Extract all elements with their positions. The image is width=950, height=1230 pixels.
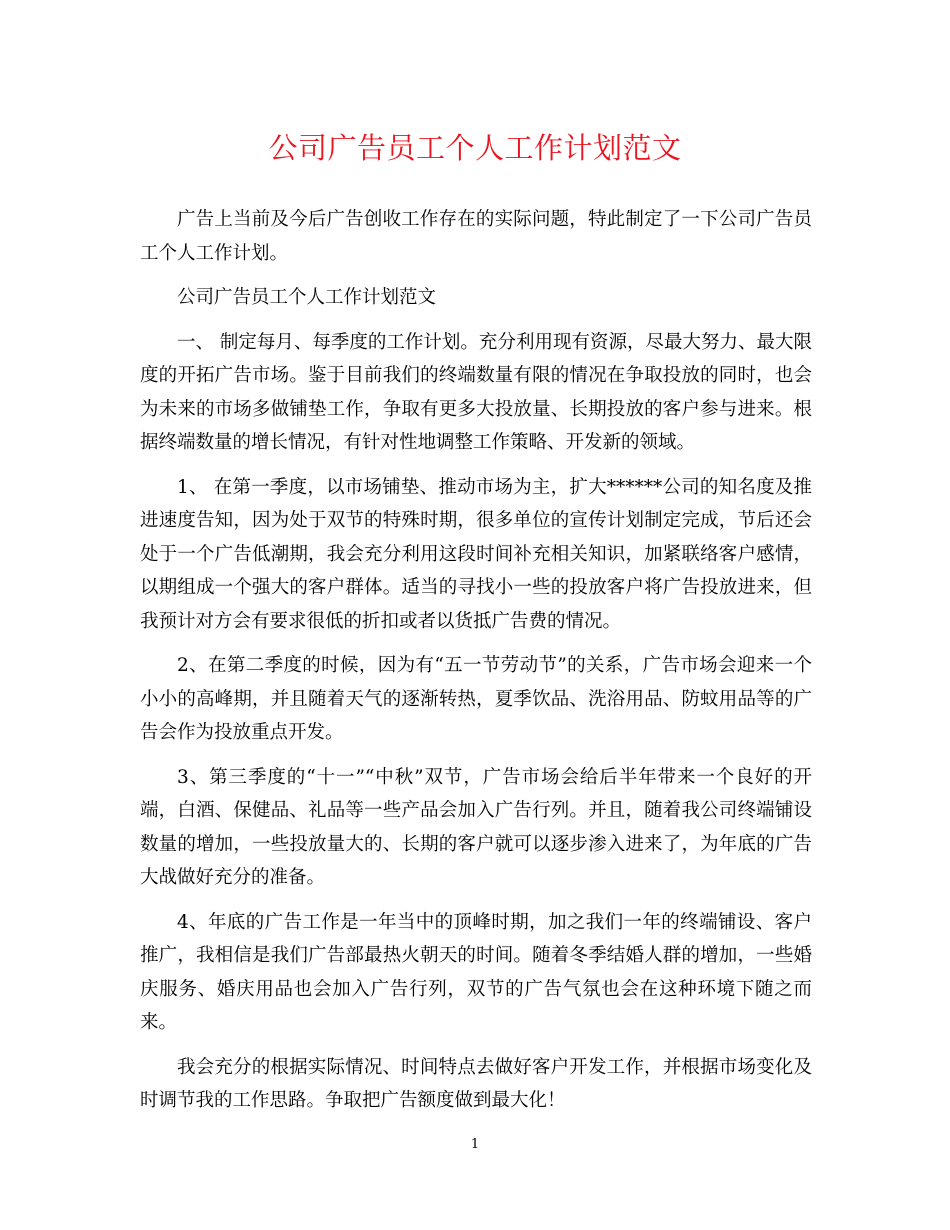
paragraph-conclusion: 我会充分的根据实际情况、时间特点去做好客户开发工作，并根据市场变化及时调节我的工作思路。争取把广告额度做到最大化！ <box>140 1056 812 1111</box>
paragraph-q1: 1、 在第一季度，以市场铺垫、推动市场为主，扩大******公司的知名度及推进速度告知，因为处于双节的特殊时期，很多单位的宣传计划制定完成，节后还会处于一个广告低潮期，我会充分利用这段时间补充相关知识，加紧联络客户感情，以期组成一个强大的客户群体。适当的寻找小一些的投放客户将广告投放进来，但我预计对方会有要求很低的折扣或者以货抵广告费的情况。 <box>140 476 812 632</box>
paragraph-q4: 4、年底的广告工作是一年当中的顶峰时期，加之我们一年的终端铺设、客户推广，我相信是我们广告部最热火朝天的时间。随着冬季结婚人群的增加，一些婚庆服务、婚庆用品也会加入广告行列，双节的广告气氛也会在这种环境下随之而来。 <box>140 911 812 1033</box>
paragraph-subtitle: 公司广告员工个人工作计划范文 <box>177 287 437 308</box>
document-title: 公司广告员工个人工作计划范文 <box>268 131 682 165</box>
page-number: 1 <box>470 1137 480 1152</box>
paragraph-q3: 3、第三季度的“十一”“中秋”双节，广告市场会给后半年带来一个良好的开端，白酒、保健品、礼品等一些产品会加入广告行列。并且，随着我公司终端铺设数量的增加，一些投放量大的、长期的客户就可以逐步渗入进来了，为年底的广告大战做好充分的准备。 <box>140 766 812 888</box>
document-body <box>140 203 812 1129</box>
paragraph-q2: 2、在第二季度的时候，因为有“五一节劳动节”的关系，广告市场会迎来一个小小的高峰期，并且随着天气的逐渐转热，夏季饮品、洗浴用品、防蚊用品等的广告会作为投放重点开发。 <box>140 655 812 743</box>
paragraph-section-1: 一、 制定每月、每季度的工作计划。充分利用现有资源，尽最大努力、最大限度的开拓广告市场。鉴于目前我们的终端数量有限的情况在争取投放的同时，也会为未来的市场多做铺垫工作，争取有更多大投放量、长期投放的客户参与进来。根据终端数量的增长情况，有针对性地调整工作策略、开发新的领域。 <box>140 331 812 453</box>
paragraph-intro: 广告上当前及今后广告创收工作存在的实际问题，特此制定了一下公司广告员工个人工作计划。 <box>140 209 812 264</box>
